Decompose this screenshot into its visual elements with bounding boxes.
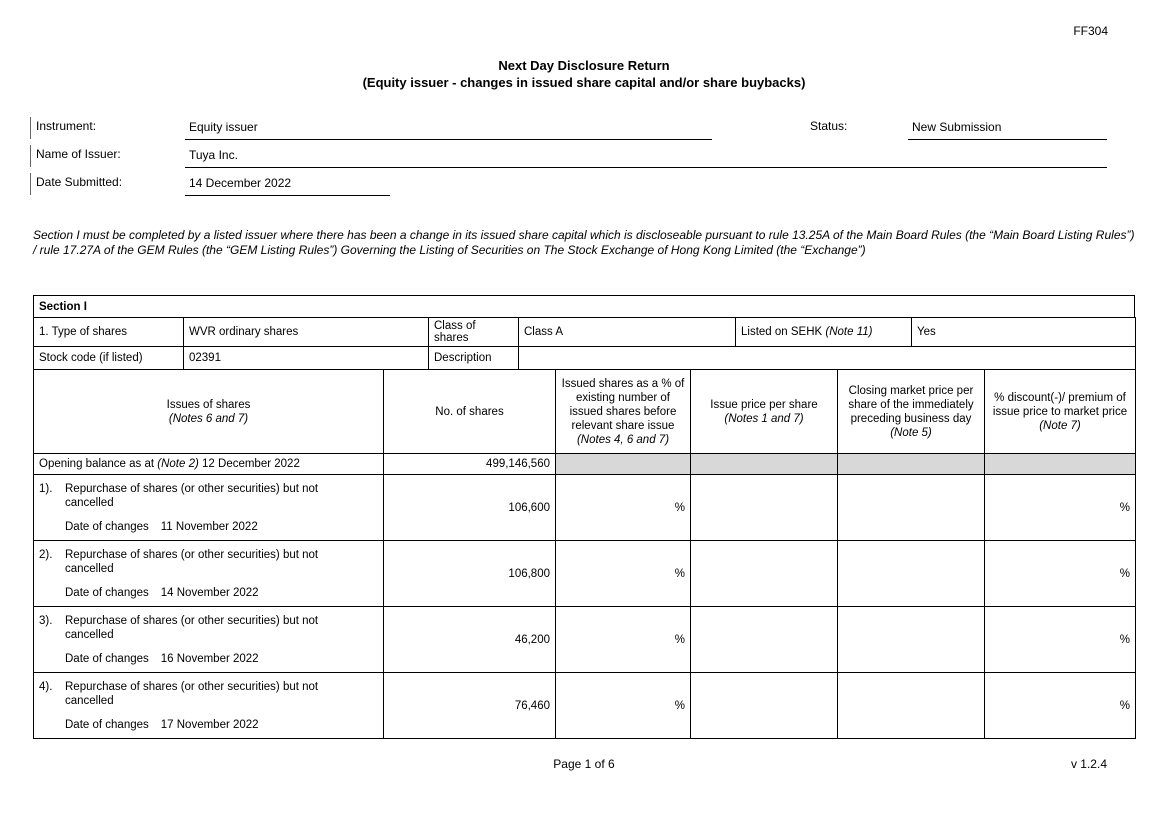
status-label: Status: xyxy=(810,119,848,133)
description-value xyxy=(519,347,1136,370)
main-table-header-row xyxy=(34,370,1136,454)
row-description: Repurchase of shares (or other securities) but not cancelled xyxy=(65,680,319,707)
class-of-shares-label: Class of shares xyxy=(429,318,519,347)
col-issued-pct-header-note: (Notes 4, 6 and 7) xyxy=(576,433,670,446)
type-of-shares-label: 1. Type of shares xyxy=(34,318,184,347)
info-row-2 xyxy=(34,347,1136,370)
issuer-value-field: Tuya Inc. xyxy=(185,148,1107,168)
issue-description-cell xyxy=(34,475,384,541)
section1-main-table xyxy=(33,369,1136,739)
page-number: Page 1 of 6 xyxy=(553,757,615,771)
col-issue-price-header-text: Issue price per share xyxy=(710,398,818,411)
opening-balance-row xyxy=(34,454,1136,475)
opening-balance-date: 12 December 2022 xyxy=(198,458,300,470)
date-of-changes-value: 17 November 2022 xyxy=(160,718,259,731)
col-issued-pct-header xyxy=(556,370,691,454)
info-row-1 xyxy=(34,318,1136,347)
issued-pct-value: % xyxy=(556,475,691,541)
issuer-row xyxy=(30,140,1107,168)
no-of-shares-value: 106,800 xyxy=(384,541,556,607)
opening-shaded-cell xyxy=(556,454,691,475)
table-row xyxy=(34,673,1136,739)
class-of-shares-value: Class A xyxy=(519,318,736,347)
col-closing-price-header xyxy=(838,370,985,454)
instrument-value-field: Equity issuer xyxy=(185,120,712,140)
type-of-shares-value: WVR ordinary shares xyxy=(184,318,429,347)
no-of-shares-value: 76,460 xyxy=(384,673,556,739)
date-of-changes-label: Date of changes xyxy=(65,718,149,731)
discount-value: % xyxy=(985,607,1136,673)
status-value-field: New Submission xyxy=(908,120,1107,140)
description-label: Description xyxy=(429,347,519,370)
section1-info-table xyxy=(33,317,1136,370)
section1-table xyxy=(33,295,1135,739)
col-closing-price-header-text: Closing market price per share of the immediately preceding business day xyxy=(848,384,974,425)
listed-on-sehk-label-text: Listed on SEHK xyxy=(741,326,826,338)
date-of-changes-value: 16 November 2022 xyxy=(160,652,259,665)
issue-price-value xyxy=(691,673,838,739)
version-label: v 1.2.4 xyxy=(1070,757,1107,771)
row-number: 4). xyxy=(39,680,53,693)
date-of-changes-label: Date of changes xyxy=(65,586,149,599)
title-block xyxy=(0,57,1168,91)
issue-description-cell xyxy=(34,673,384,739)
table-row xyxy=(34,541,1136,607)
date-of-changes-value: 11 November 2022 xyxy=(160,520,258,533)
stock-code-value: 02391 xyxy=(184,347,429,370)
date-of-changes-label: Date of changes xyxy=(65,520,149,533)
closing-price-value xyxy=(838,475,985,541)
date-of-changes-label: Date of changes xyxy=(65,652,149,665)
issue-description-cell xyxy=(34,607,384,673)
col-closing-price-header-note: (Note 5) xyxy=(890,426,932,439)
closing-price-value xyxy=(838,607,985,673)
issuer-label: Name of Issuer: xyxy=(36,147,121,161)
opening-shaded-cell xyxy=(838,454,985,475)
col-discount-header xyxy=(985,370,1136,454)
opening-balance-label-text: Opening balance as at xyxy=(39,458,158,470)
instrument-row xyxy=(30,112,1107,140)
date-of-changes-value: 14 November 2022 xyxy=(160,586,259,599)
no-of-shares-value: 46,200 xyxy=(384,607,556,673)
issued-pct-value: % xyxy=(556,673,691,739)
issued-pct-value: % xyxy=(556,607,691,673)
page-title: Next Day Disclosure Return xyxy=(498,58,670,73)
opening-balance-shares: 499,146,560 xyxy=(384,454,556,475)
row-description: Repurchase of shares (or other securities) but not cancelled xyxy=(65,482,319,509)
section1-title-table xyxy=(33,295,1135,318)
date-submitted-label: Date Submitted: xyxy=(36,175,123,189)
issue-price-value xyxy=(691,541,838,607)
table-row xyxy=(34,475,1136,541)
date-submitted-value-field: 14 December 2022 xyxy=(185,176,390,196)
issue-description-cell xyxy=(34,541,384,607)
instrument-label: Instrument: xyxy=(36,119,97,133)
issue-price-value xyxy=(691,607,838,673)
col-issue-price-header xyxy=(691,370,838,454)
opening-balance-note: (Note 2) xyxy=(157,458,199,470)
stock-code-label: Stock code (if listed) xyxy=(34,347,184,370)
col-issue-price-header-note: (Notes 1 and 7) xyxy=(724,412,804,425)
discount-value: % xyxy=(985,541,1136,607)
date-submitted-row xyxy=(30,168,1107,196)
row-number: 3). xyxy=(39,614,53,627)
col-issues-header-text: Issues of shares xyxy=(166,398,251,411)
issue-price-value xyxy=(691,475,838,541)
opening-balance-label xyxy=(34,454,384,475)
listed-on-sehk-note: (Note 11) xyxy=(825,326,873,338)
opening-shaded-cell xyxy=(985,454,1136,475)
row-description: Repurchase of shares (or other securities) but not cancelled xyxy=(65,614,319,641)
form-header-area xyxy=(30,112,1107,196)
section1-intro-note: Section I must be completed by a listed issuer where there has been a change in its issued share capital which is discloseable pursuant to rule 13.25A of the Main Board Rules (the “Main Board Listing Rules”) / rule 17.27A of the GEM Rules (the “GEM Listing Rules”) Governing the Listing of Securities on The Stock Exchange of Hong Kong Limited (the “Exchange”) xyxy=(33,228,1135,257)
form-code-label: FF304 xyxy=(1073,24,1108,38)
col-issued-pct-header-text: Issued shares as a % of existing number of issued shares before relevant share issue xyxy=(561,377,685,432)
no-of-shares-value: 106,600 xyxy=(384,475,556,541)
col-no-of-shares-header: No. of shares xyxy=(384,370,556,454)
col-issues-header xyxy=(34,370,384,454)
closing-price-value xyxy=(838,541,985,607)
row-description: Repurchase of shares (or other securities) but not cancelled xyxy=(65,548,319,575)
row-number: 1). xyxy=(39,482,53,495)
col-discount-header-note: (Note 7) xyxy=(1039,419,1081,432)
opening-shaded-cell xyxy=(691,454,838,475)
row-number: 2). xyxy=(39,548,53,561)
col-issues-header-note: (Notes 6 and 7) xyxy=(168,412,249,425)
listed-on-sehk-label xyxy=(736,318,912,347)
discount-value: % xyxy=(985,673,1136,739)
closing-price-value xyxy=(838,673,985,739)
section1-title: Section I xyxy=(34,296,1135,318)
table-row xyxy=(34,607,1136,673)
discount-value: % xyxy=(985,475,1136,541)
listed-on-sehk-value: Yes xyxy=(912,318,1136,347)
page-subtitle: (Equity issuer - changes in issued share capital and/or share buybacks) xyxy=(362,75,806,90)
issued-pct-value: % xyxy=(556,541,691,607)
col-discount-header-text: % discount(-)/ premium of issue price to market price xyxy=(992,391,1128,418)
